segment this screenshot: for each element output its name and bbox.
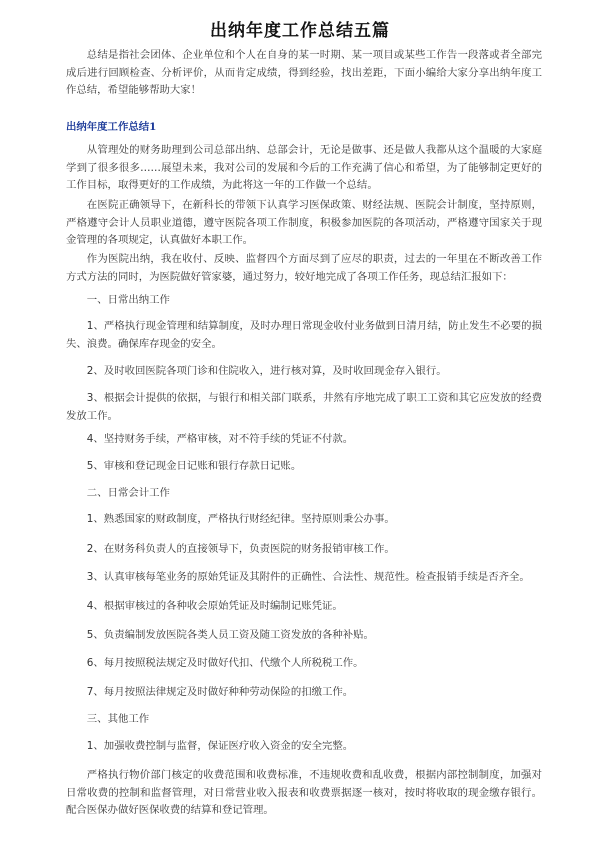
body-paragraph: 从管理处的财务助理到公司总部出纳、总部会计，无论是做事、还是做人我都从这个温暖的大家庭学到了很多很多……展望未来，我对公司的发展和今后的工作充满了信心和希望，为了能够制定更好的工作目标，取得更好的工作成绩，为此将这一年的工作做一个总结。: [66, 144, 542, 191]
list-item: 3、根据会计提供的依据，与银行和相关部门联系，井然有序地完成了职工工资和其它应发放的经费发放工作。: [66, 392, 542, 422]
list-item: 4、根据审核过的各种收会原始凭证及时编制记账凭证。: [86, 600, 343, 612]
body-paragraph: 在医院正确领导下，在新科长的带领下认真学习医保政策、财经法规、医院会计制度，坚持原则，严格遵守会计人员职业道德，遵守医院各项工作制度，积极参加医院的各项活动，严格遵守国家关于现金管理的各项规定，认真做好本职工作。: [66, 199, 542, 246]
document-title: 出纳年度工作总结五篇: [210, 21, 390, 41]
list-item: 3、认真审核每笔业务的原始凭证及其附件的正确性、合法性、规范性。检查报销手续是否齐全。: [86, 571, 530, 583]
subsection-heading: 一、日常出纳工作: [86, 294, 170, 306]
list-item: 2、在财务科负责人的直接领导下，负责医院的财务报销审核工作。: [86, 543, 395, 555]
list-item: 1、熟悉国家的财政制度，严格执行财经纪律。坚持原则秉公办事。: [86, 513, 395, 525]
list-item: 6、每月按照税法规定及时做好代扣、代缴个人所税税工作。: [86, 657, 364, 669]
subsection-heading: 二、日常会计工作: [86, 487, 170, 499]
list-item: 5、负责编制发放医院各类人员工资及随工资发放的各种补贴。: [86, 629, 374, 641]
list-item: 4、坚持财务手续，严格审核，对不符手续的凭证不付款。: [86, 433, 354, 445]
list-item: 7、每月按照法律规定及时做好种种劳动保险的扣缴工作。: [86, 686, 354, 698]
body-paragraph: 作为医院出纳，我在收付、反映、监督四个方面尽到了应尽的职责，过去的一年里在不断改善工作方式方法的同时，为医院做好管家婆，通过努力，较好地完成了各项工作任务，现总结汇报如下：: [66, 253, 542, 283]
list-item: 1、严格执行现金管理和结算制度，及时办理日常现金收付业务做到日清月结，防止发生不必要的损失、浪费。确保库存现金的安全。: [66, 320, 542, 350]
list-item: 5、审核和登记现金日记账和银行存款日记账。: [86, 460, 302, 472]
list-item: 2、及时收回医院各项门诊和住院收入，进行核对算，及时收回现金存入银行。: [86, 365, 447, 377]
body-paragraph: 严格执行物价部门核定的收费范围和收费标准，不违规收费和乱收费，根据内部控制制度，加强对日常收费的控制和监督管理，对日常营业收入报表和收费票据逐一核对，按时将收取的现金缴存银行。配合医保办做好医保收费的结算和登记管理。: [66, 769, 542, 816]
list-item: 1、加强收费控制与监督，保证医疗收入资金的安全完整。: [86, 740, 354, 752]
subsection-heading: 三、其他工作: [86, 713, 150, 725]
intro-paragraph: 总结是指社会团体、企业单位和个人在自身的某一时期、某一项目或某些工作告一段落或者全部完成后进行回顾检查、分析评价，从而肯定成绩，得到经验，找出差距，下面小编给大家分享出纳年度工作总结，希望能够帮助大家！: [66, 49, 542, 96]
section-heading: 出纳年度工作总结1: [66, 121, 157, 133]
